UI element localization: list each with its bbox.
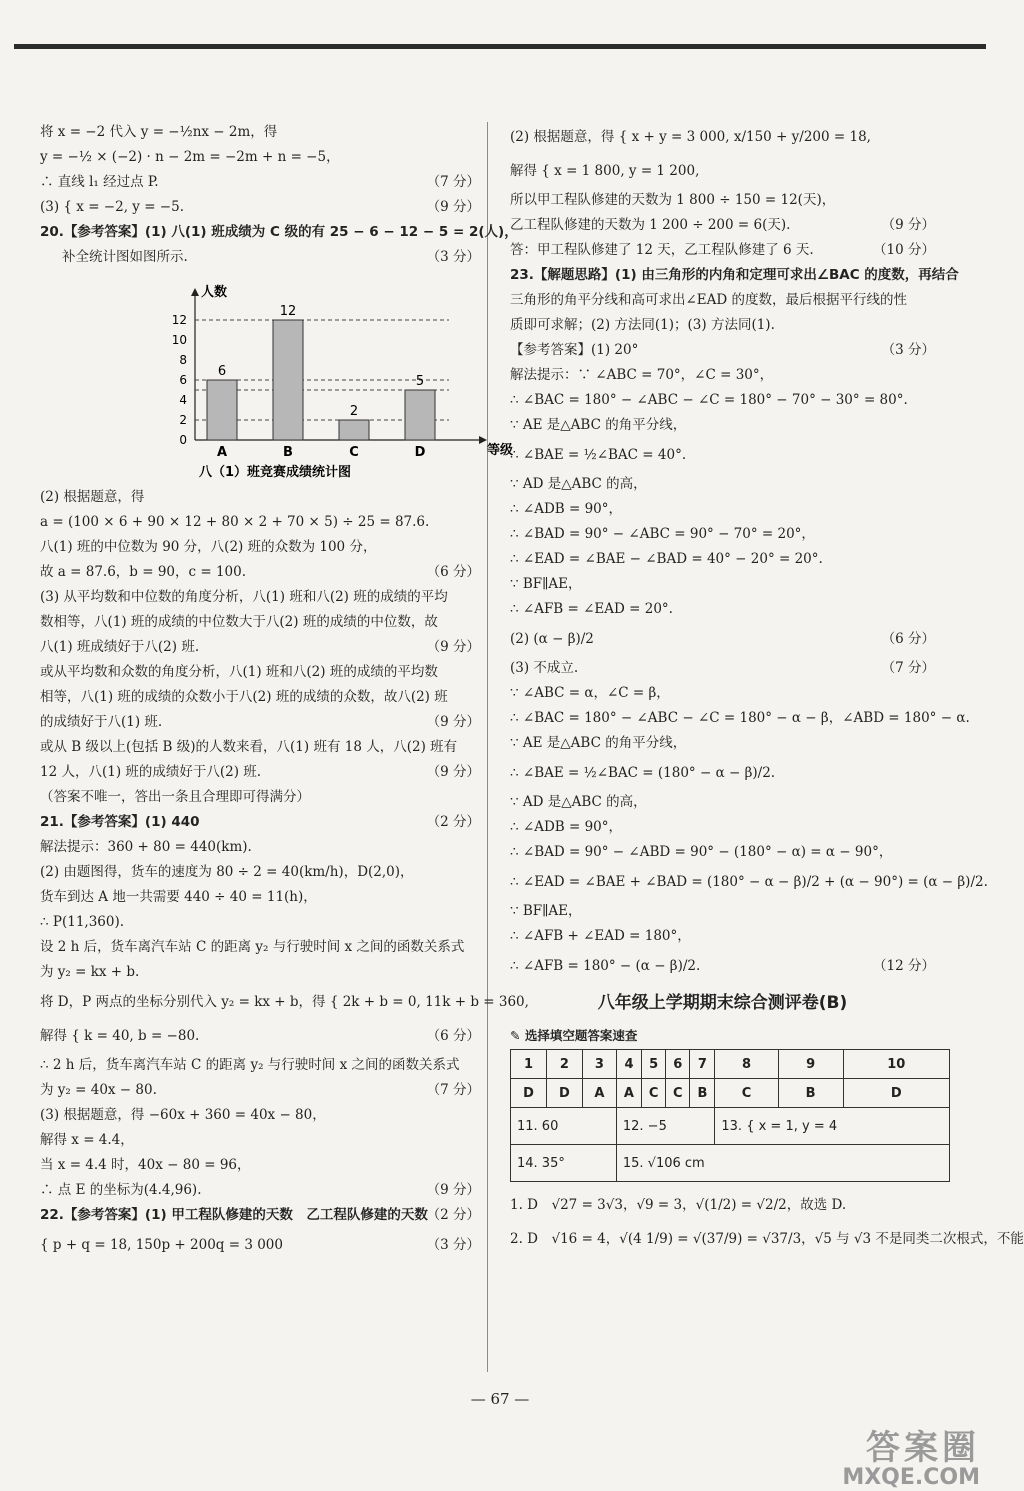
line-text: 质即可求解；(2) 方法同(1)；(3) 方法同(1). <box>510 317 775 333</box>
answer-cell: 1 <box>511 1050 547 1079</box>
text-line <box>40 485 480 510</box>
line-text: 将 D，P 两点的坐标分别代入 y₂ = kx + b，得 { 2k + b = 0, 11k + b = 360, <box>40 994 529 1010</box>
text-line <box>40 785 480 810</box>
text-line <box>40 910 480 935</box>
y-axis-arrow <box>191 288 199 296</box>
text-line <box>510 790 935 815</box>
line-text: 将 x = −2 代入 y = −½nx − 2m，得 <box>40 124 278 140</box>
text-line <box>40 220 518 245</box>
left-lines-bottom <box>40 485 529 1262</box>
line-text: ∴ 点 E 的坐标为(4.4,96). <box>40 1182 202 1198</box>
bar-B <box>273 320 303 440</box>
text-line <box>40 710 480 735</box>
text-line <box>510 338 935 363</box>
score-points: （9 分） <box>426 1182 480 1198</box>
text-line <box>510 622 935 656</box>
line-text: (3) 不成立. <box>510 660 579 676</box>
y-tick-label: 2 <box>179 413 187 427</box>
bar-D <box>405 390 435 440</box>
y-tick-label: 6 <box>179 373 187 387</box>
line-text: 相等，八(1) 班的成绩的众数小于八(2) 班的成绩的众数，故八(2) 班 <box>40 689 448 705</box>
x-tick-label: C <box>349 445 359 460</box>
pencil-icon: ✎ <box>510 1028 525 1043</box>
line-text: ∴ ∠BAC = 180° − ∠ABC − ∠C = 180° − 70° − 30° = 80°. <box>510 392 908 408</box>
text-line <box>510 288 935 313</box>
bar-chart <box>40 270 514 485</box>
line-text: ∴ ∠EAD = ∠BAE − ∠BAD = 40° − 20° = 20°. <box>510 551 823 567</box>
answer-cell: B <box>690 1079 715 1108</box>
score-points: （7 分） <box>881 660 935 676</box>
text-line <box>40 985 529 1019</box>
bar-A <box>207 380 237 440</box>
left-lines-top <box>40 120 518 270</box>
line-text: ∵ AE 是△ABC 的角平分线， <box>510 735 687 751</box>
page-number: — 67 — <box>470 1390 530 1408</box>
y-tick-label: 8 <box>179 353 187 367</box>
line-text: 所以甲工程队修建的天数为 1 800 ÷ 150 = 12(天)， <box>510 192 836 208</box>
answer-table-numbers <box>511 1050 950 1079</box>
x-axis-arrow <box>479 436 487 444</box>
answer-cell: C <box>666 1079 690 1108</box>
line-text: 解得 { k = 40, b = −80. <box>40 1028 200 1044</box>
bar-value-label: 5 <box>415 374 425 389</box>
line-text: ∴ ∠ADB = 90°， <box>510 819 623 835</box>
text-line <box>40 1019 480 1053</box>
line-text: 补全统计图如图所示. <box>62 249 188 265</box>
text-line <box>40 685 480 710</box>
line-text: 货车到达 A 地一共需要 440 ÷ 40 = 11(h)， <box>40 889 317 905</box>
text-line <box>510 213 935 238</box>
text-line <box>40 510 480 535</box>
line-text: { p + q = 18, 150p + 200q = 3 000 <box>40 1237 283 1253</box>
line-text: ∴ ∠ADB = 90°， <box>510 501 623 517</box>
chart-title: 八（1）班竞赛成绩统计图 <box>198 465 352 480</box>
text-line <box>40 960 480 985</box>
score-points: （10 分） <box>873 242 935 258</box>
line-text: 为 y₂ = kx + b. <box>40 964 140 980</box>
text-line <box>40 245 480 270</box>
line-text: 故 a = 87.6，b = 90，c = 100. <box>40 564 247 580</box>
column-divider <box>487 122 488 1372</box>
text-line <box>510 263 959 288</box>
text-line <box>510 413 935 438</box>
bar-value-label: 12 <box>279 304 297 319</box>
score-points: （9 分） <box>881 217 935 233</box>
score-points: （7 分） <box>426 1082 480 1098</box>
text-line <box>510 840 935 865</box>
line-text: ∴ ∠AFB = ∠EAD = 20°. <box>510 601 673 617</box>
x-tick-label: A <box>216 445 228 460</box>
score-points: （7 分） <box>426 174 480 190</box>
y-tick-label: 12 <box>171 313 187 327</box>
answer-cell: D <box>546 1079 582 1108</box>
bar-value-label: 6 <box>217 364 227 379</box>
answer-table-fill-b <box>511 1145 950 1182</box>
answer-table-answers <box>511 1079 950 1108</box>
line-text: 三角形的角平分线和高可求出∠EAD 的度数，最后根据平行线的性 <box>510 292 908 308</box>
line-text: ∴ ∠BAC = 180° − ∠ABC − ∠C = 180° − α − β，∠ABD = 180° − α. <box>510 710 970 726</box>
answer-cell: C <box>715 1079 778 1108</box>
text-line <box>40 120 480 145</box>
line-text: ∵ BF∥AE， <box>510 903 582 919</box>
answer-cell: 8 <box>715 1050 778 1079</box>
text-line <box>40 1203 480 1228</box>
text-line <box>510 865 988 899</box>
text-line <box>40 660 480 685</box>
score-points: （6 分） <box>426 1028 480 1044</box>
text-line <box>40 810 480 835</box>
y-tick-label: 10 <box>171 333 187 347</box>
x-tick-label: D <box>414 445 426 460</box>
line-text: ∴ ∠BAD = 90° − ∠ABC = 90° − 70° = 20°， <box>510 526 815 542</box>
line-text: 设 2 h 后，货车离汽车站 C 的距离 y₂ 与行驶时间 x 之间的函数关系式 <box>40 939 465 955</box>
line-text: 为 y₂ = 40x − 80. <box>40 1082 157 1098</box>
text-line <box>510 1188 935 1222</box>
text-line <box>510 472 935 497</box>
text-line <box>40 535 480 560</box>
answer-cell: A <box>616 1079 641 1108</box>
watermark-line2: MXQE.COM <box>842 1465 980 1490</box>
line-text: 答：甲工程队修建了 12 天，乙工程队修建了 6 天. <box>510 242 814 258</box>
right-tail-lines <box>510 1188 1024 1256</box>
score-points: （3 分） <box>881 342 935 358</box>
text-line <box>510 363 935 388</box>
text-line <box>510 899 935 924</box>
text-line <box>40 935 480 960</box>
watermark-logo <box>842 1430 980 1490</box>
answer-cell-14: 14. 35° <box>511 1145 617 1182</box>
answer-cell: A <box>582 1079 616 1108</box>
answer-table <box>510 1049 950 1182</box>
line-text: ∴ 直线 l₁ 经过点 P. <box>40 174 159 190</box>
text-line <box>510 1222 1024 1256</box>
answer-cell: D <box>843 1079 949 1108</box>
line-text: 或从平均数和众数的角度分析，八(1) 班和八(2) 班的成绩的平均数 <box>40 664 438 680</box>
text-line <box>510 731 935 756</box>
line-text: (3) { x = −2, y = −5. <box>40 199 184 215</box>
line-text: 的成绩好于八(1) 班. <box>40 714 163 730</box>
line-text: (2) 根据题意，得 <box>40 489 145 505</box>
text-line <box>40 195 480 220</box>
score-points: （2 分） <box>426 814 480 830</box>
text-line <box>510 547 935 572</box>
text-line <box>510 313 935 338</box>
text-line <box>510 238 935 263</box>
line-text: ∴ 2 h 后，货车离汽车站 C 的距离 y₂ 与行驶时间 x 之间的函数关系式 <box>40 1057 460 1073</box>
bar-value-label: 2 <box>349 404 359 419</box>
right-column <box>510 120 1024 1256</box>
line-text: a = (100 × 6 + 90 × 12 + 80 × 2 + 70 × 5) ÷ 25 = 87.6. <box>40 514 430 530</box>
text-line <box>510 681 935 706</box>
text-line <box>40 1228 480 1262</box>
quick-answer-title-text: 选择填空题答案速查 <box>524 1028 638 1043</box>
text-line <box>40 145 480 170</box>
text-line <box>510 572 935 597</box>
line-text: ∴ ∠AFB = 180° − (α − β)/2. <box>510 958 701 974</box>
y-axis-label: 人数 <box>201 285 228 300</box>
answer-cell: 7 <box>690 1050 715 1079</box>
text-line <box>510 522 935 547</box>
y-tick-label: 4 <box>179 393 187 407</box>
answer-cell: C <box>642 1079 666 1108</box>
line-text: (3) 根据题意，得 −60x + 360 = 40x − 80， <box>40 1107 326 1123</box>
line-text: 解法提示：360 + 80 = 440(km). <box>40 839 252 855</box>
score-points: （3 分） <box>426 1237 480 1253</box>
text-line <box>40 560 480 585</box>
line-text: 【参考答案】(1) 20° <box>510 342 639 358</box>
text-line <box>510 656 935 681</box>
line-text: (2) 由题图得，货车的速度为 80 ÷ 2 = 40(km/h)，D(2,0)， <box>40 864 414 880</box>
line-text: ∵ BF∥AE， <box>510 576 582 592</box>
text-line <box>40 1053 480 1078</box>
line-text: y = −½ × (−2) · n − 2m = −2m + n = −5， <box>40 149 340 165</box>
line-text: 21.【参考答案】(1) 440 <box>40 814 200 830</box>
line-text: ∵ AE 是△ABC 的角平分线， <box>510 417 687 433</box>
y-tick-label: 0 <box>179 433 187 447</box>
section-title: 八年级上学期期末综合测评卷(B) <box>597 993 848 1013</box>
answer-cell: 3 <box>582 1050 616 1079</box>
text-line <box>40 760 480 785</box>
bar-chart-svg <box>40 270 514 485</box>
line-text: 12 人，八(1) 班的成绩好于八(2) 班. <box>40 764 262 780</box>
line-text: （答案不唯一，答出一条且合理即可得满分） <box>40 789 310 805</box>
score-points: （9 分） <box>426 714 480 730</box>
line-text: 解法提示：∵ ∠ABC = 70°，∠C = 30°， <box>510 367 774 383</box>
line-text: 23.【解题思路】(1) 由三角形的内角和定理可求出∠BAC 的度数，再结合 <box>510 267 959 283</box>
answer-cell: 10 <box>843 1050 949 1079</box>
line-text: ∴ ∠BAD = 90° − ∠ABD = 90° − (180° − α) = α − 90°， <box>510 844 893 860</box>
answer-cell-11: 11. 60 <box>511 1108 617 1145</box>
text-line <box>40 860 480 885</box>
right-lines <box>510 120 988 983</box>
line-text: ∴ P(11,360). <box>40 914 125 930</box>
score-points: （6 分） <box>426 564 480 580</box>
quick-answer-title <box>510 1023 935 1049</box>
text-line <box>40 735 480 760</box>
score-points: （3 分） <box>426 249 480 265</box>
line-text: 数相等，八(1) 班的成绩的中位数大于八(2) 班的成绩的中位数，故 <box>40 614 438 630</box>
text-line <box>40 1153 480 1178</box>
text-line <box>40 1178 480 1203</box>
text-line <box>510 756 935 790</box>
x-axis-label: 等级 <box>487 443 514 458</box>
text-line <box>40 835 480 860</box>
line-text: ∵ AD 是△ABC 的高， <box>510 794 647 810</box>
line-text: (3) 从平均数和中位数的角度分析，八(1) 班和八(2) 班的成绩的平均 <box>40 589 448 605</box>
text-line <box>510 154 935 188</box>
text-line <box>40 635 480 660</box>
answer-cell: 2 <box>546 1050 582 1079</box>
text-line <box>510 706 970 731</box>
score-points: （9 分） <box>426 199 480 215</box>
line-text: 解得 { x = 1 800, y = 1 200, <box>510 163 700 179</box>
line-text: ∴ ∠BAE = ½∠BAC = 40°. <box>510 447 687 463</box>
score-points: （6 分） <box>881 631 935 647</box>
text-line <box>510 388 935 413</box>
left-column <box>40 120 529 1262</box>
line-text: 1. D √27 = 3√3，√9 = 3，√(1/2) = √2/2，故选 D. <box>510 1197 847 1213</box>
text-line <box>510 924 935 949</box>
line-text: (2) (α − β)/2 <box>510 631 594 647</box>
answer-cell: 9 <box>778 1050 843 1079</box>
score-points: （9 分） <box>426 764 480 780</box>
answer-cell: B <box>778 1079 843 1108</box>
watermark-line1: 答案圈 <box>866 1428 980 1468</box>
text-line <box>40 1078 480 1103</box>
line-text: 当 x = 4.4 时，40x − 80 = 96， <box>40 1157 251 1173</box>
top-rule <box>14 44 986 49</box>
text-line <box>510 597 935 622</box>
text-line <box>40 1103 480 1128</box>
answer-cell-12: 12. −5 <box>616 1108 715 1145</box>
text-line <box>40 170 480 195</box>
answer-table-fill-a <box>511 1108 950 1145</box>
text-line <box>40 1128 480 1153</box>
text-line <box>40 885 480 910</box>
line-text: 2. D √16 = 4，√(4 1/9) = √(37/9) = √37/3，√5 与 √3 不是同类二次根式，不能 <box>510 1231 1024 1247</box>
text-line <box>510 438 935 472</box>
text-line <box>40 610 480 635</box>
text-line <box>510 815 935 840</box>
line-text: ∵ ∠ABC = α，∠C = β， <box>510 685 670 701</box>
line-text: 八(1) 班成绩好于八(2) 班. <box>40 639 200 655</box>
text-line <box>510 949 935 983</box>
line-text: 20.【参考答案】(1) 八(1) 班成绩为 C 级的有 25 − 6 − 12 − 5 = 2(人)， <box>40 224 518 240</box>
answer-cell-15: 15. √106 cm <box>616 1145 949 1182</box>
x-tick-label: B <box>283 445 293 460</box>
line-text: ∵ AD 是△ABC 的高， <box>510 476 647 492</box>
text-line <box>510 120 935 154</box>
answer-cell: 6 <box>666 1050 690 1079</box>
line-text: 八(1) 班的中位数为 90 分，八(2) 班的众数为 100 分， <box>40 539 377 555</box>
line-text: 或从 B 级以上(包括 B 级)的人数来看，八(1) 班有 18 人，八(2) 班有 <box>40 739 458 755</box>
answer-cell: D <box>511 1079 547 1108</box>
line-text: ∴ ∠AFB + ∠EAD = 180°， <box>510 928 691 944</box>
answer-cell: 4 <box>616 1050 641 1079</box>
line-text: (2) 根据题意，得 { x + y = 3 000, x/150 + y/200 = 18, <box>510 129 871 145</box>
bar-C <box>339 420 369 440</box>
text-line <box>510 497 935 522</box>
line-text: 22.【参考答案】(1) 甲工程队修建的天数 乙工程队修建的天数 <box>40 1207 428 1223</box>
text-line <box>510 188 935 213</box>
score-points: （2 分） <box>426 1207 480 1223</box>
answer-cell-13: 13. { x = 1, y = 4 <box>715 1108 950 1145</box>
answer-cell: 5 <box>642 1050 666 1079</box>
line-text: 解得 x = 4.4， <box>40 1132 134 1148</box>
text-line <box>40 585 480 610</box>
score-points: （9 分） <box>426 639 480 655</box>
line-text: ∴ ∠EAD = ∠BAE + ∠BAD = (180° − α − β)/2 + (α − 90°) = (α − β)/2. <box>510 874 988 890</box>
line-text: 乙工程队修建的天数为 1 200 ÷ 200 = 6(天). <box>510 217 791 233</box>
score-points: （12 分） <box>873 958 935 974</box>
line-text: ∴ ∠BAE = ½∠BAC = (180° − α − β)/2. <box>510 765 776 781</box>
